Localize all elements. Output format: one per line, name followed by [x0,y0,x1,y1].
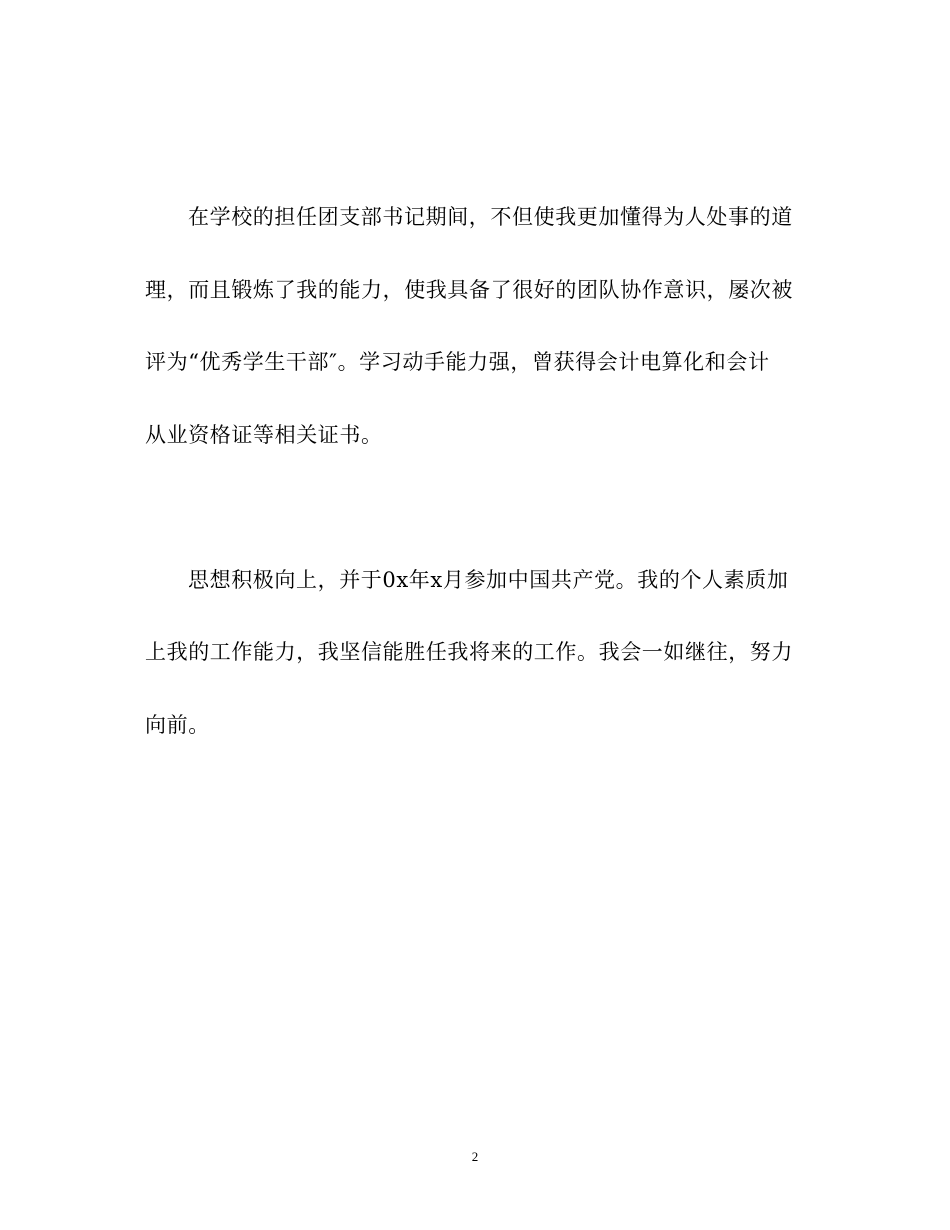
paragraph-2-line-2: 上我的工作能力，我坚信能胜任我将来的工作。我会一如继往，努力 [145,640,793,664]
paragraph-2-line-1: 思想积极向上，并于0x年x月参加中国共产党。我的个人素质加 [188,568,789,592]
paragraph-1-line-3: 评为“优秀学生干部″。学习动手能力强，曾获得会计电算化和会计 [145,350,770,374]
paragraph-1-line-1: 在学校的担任团支部书记期间，不但使我更加懂得为人处事的道 [188,205,793,229]
paragraph-2-line-3: 向前。 [145,713,210,737]
paragraph-1-line-2: 理，而且锻炼了我的能力，使我具备了很好的团队协作意识，屡次被 [145,278,793,302]
paragraph-1-line-4: 从业资格证等相关证书。 [145,423,383,447]
page-number: 2 [471,1149,479,1164]
